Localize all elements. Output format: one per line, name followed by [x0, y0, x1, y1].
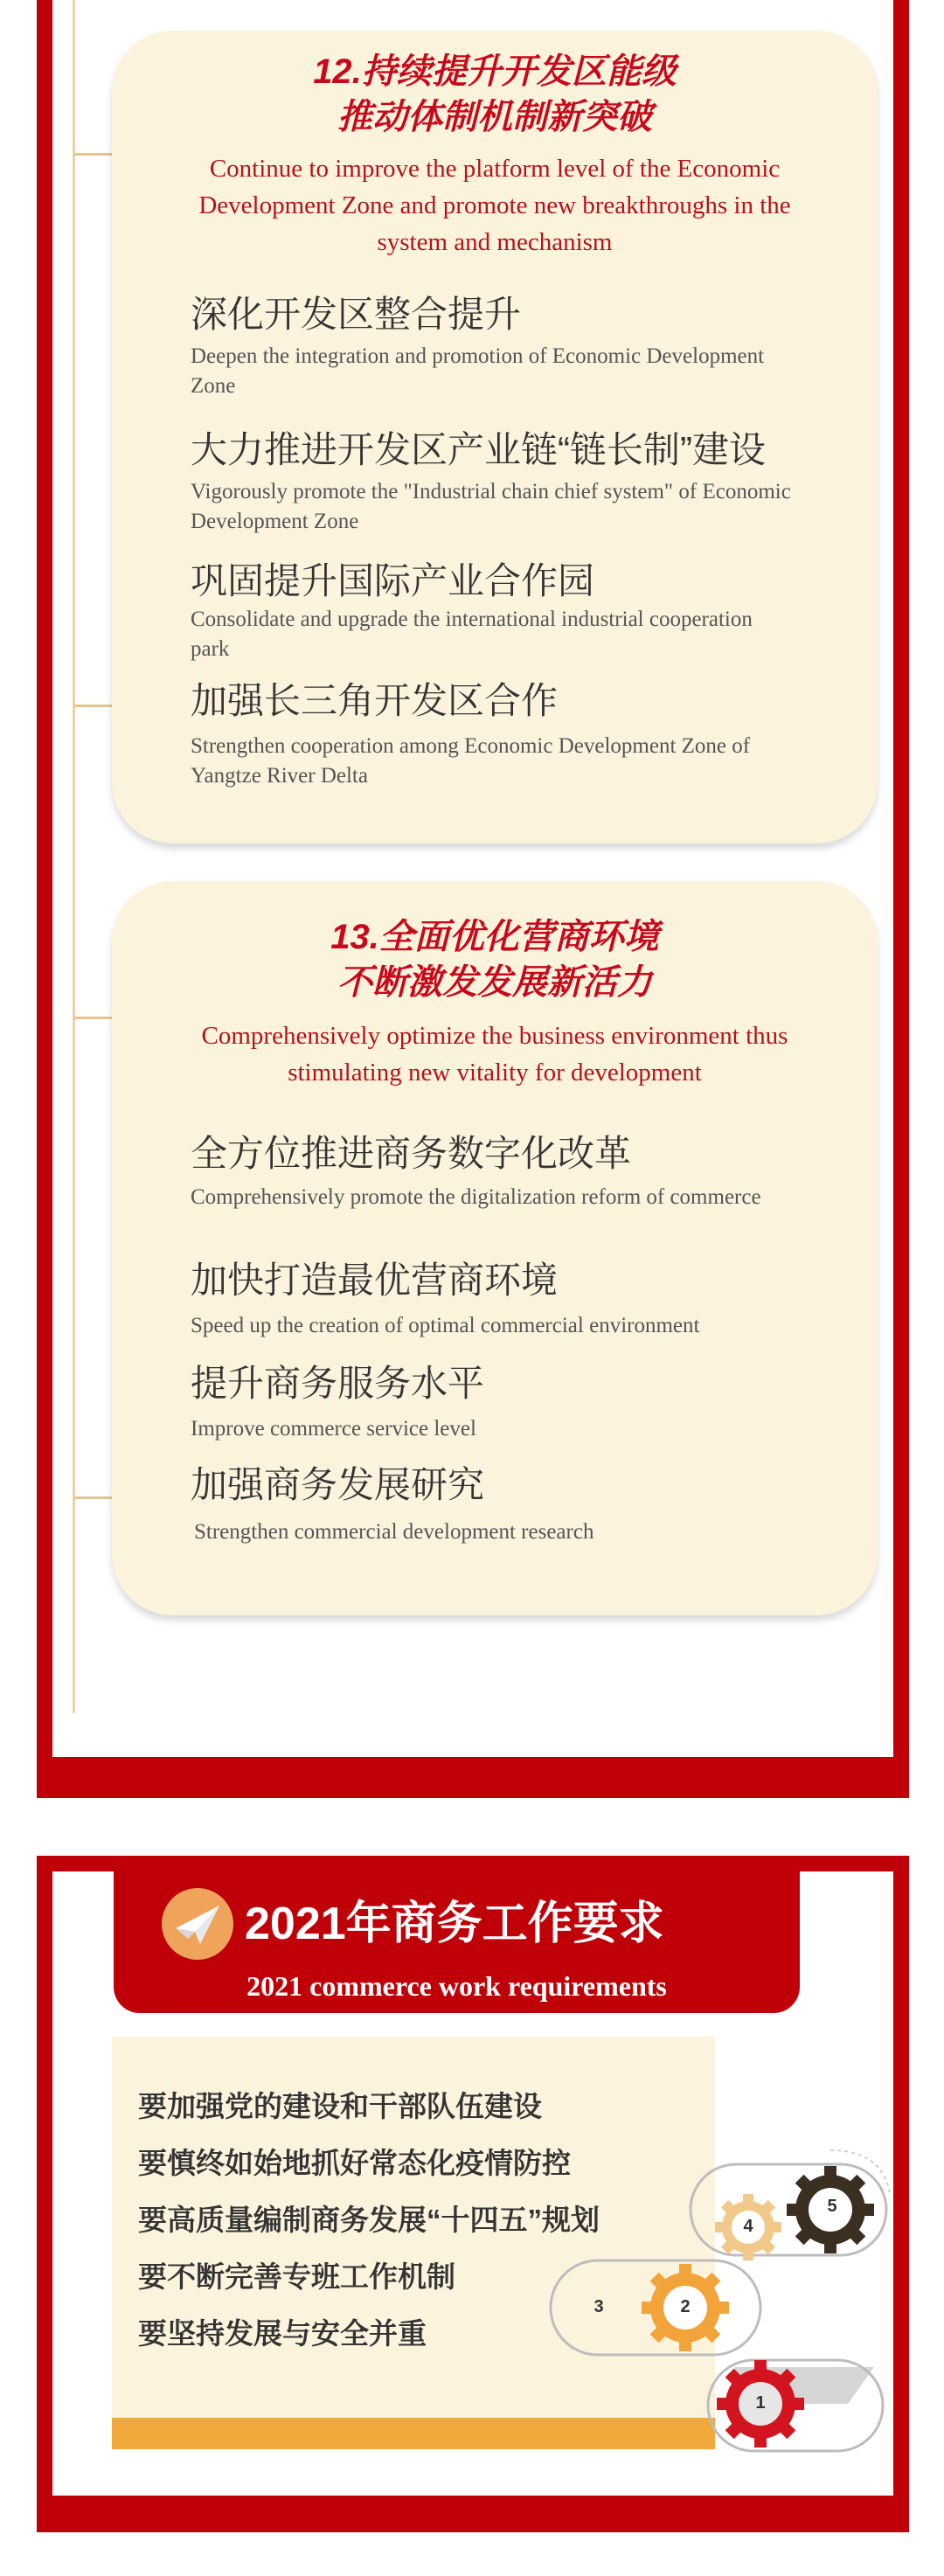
item-title-cn: 巩固提升国际产业合作园 [191, 560, 595, 601]
section-12-title-line2: 推动体制机制新突破 [337, 98, 652, 136]
req-title-cn: 2021年商务工作要求 [245, 1899, 664, 1949]
item-title-cn: 加强商务发展研究 [191, 1464, 485, 1505]
item-title-cn: 加强长三角开发区合作 [191, 680, 559, 721]
item-title-en: Deepen the integration and promotion of Economic Development Zone [191, 344, 765, 398]
req-item: 要不断完善专班工作机制 [138, 2260, 455, 2293]
item-title-en: Vigorously promote the "Industrial chain chief system" of Economic Development Zone [191, 480, 791, 533]
section-12-item [191, 679, 872, 791]
item-title-cn: 大力推进开发区产业链“链长制”建设 [191, 429, 766, 470]
req-item: 要高质量编制商务发展“十四五”规划 [138, 2204, 600, 2236]
gear-4-label: 4 [743, 2217, 753, 2236]
req-item: 要慎终如始地抓好常态化疫情防控 [138, 2147, 571, 2179]
req-title-en: 2021 commerce work requirements [246, 1970, 667, 2002]
section-12-title-line1: 12.持续提升开发区能级 [313, 52, 677, 91]
gear-3-label: 3 [593, 2297, 604, 2316]
item-title-cn: 深化开发区整合提升 [191, 294, 522, 335]
item-title-en: Consolidate and upgrade the international industrial cooperation park [191, 608, 753, 661]
frame-bottom-border [37, 1757, 909, 1798]
item-title-en: Comprehensively promote the digitalization reform of commerce [191, 1185, 761, 1209]
req-frame-bottom [37, 2496, 909, 2532]
section-13-title-line1: 13.全面优化营商环境 [330, 918, 659, 956]
item-title-cn: 全方位推进商务数字化改革 [191, 1133, 632, 1174]
req-frame-top [37, 1856, 909, 1871]
section-13-item [191, 1362, 872, 1444]
section-13-item [191, 1132, 872, 1212]
section-12-title [112, 49, 878, 140]
frame-right-border [893, 0, 909, 1798]
gear-5-label: 5 [827, 2197, 837, 2216]
section-13-item [191, 1463, 872, 1547]
item-title-en: Speed up the creation of optimal commercial environment [191, 1314, 700, 1337]
item-title-en: Strengthen commercial development research [194, 1520, 594, 1544]
section-12-item [191, 559, 872, 664]
section-13-item [191, 1259, 872, 1341]
item-title-cn: 加快打造最优营商环境 [191, 1260, 559, 1301]
gear-1-label: 1 [755, 2393, 766, 2413]
req-frame-left [37, 1856, 52, 2532]
section-13-title-line2: 不断激发发展新活力 [337, 963, 652, 1002]
item-title-en: Improve commerce service level [191, 1417, 476, 1441]
paper-plane-icon [162, 1888, 233, 1960]
gear-2-label: 2 [680, 2297, 691, 2316]
section-13-title [112, 914, 878, 1005]
timeline-line [73, 0, 75, 1713]
section-12-item [191, 293, 872, 401]
item-title-cn: 提升商务服务水平 [191, 1363, 485, 1404]
section-12-item [191, 428, 890, 537]
req-item: 要加强党的建设和干部队伍建设 [138, 2090, 542, 2122]
req-frame-right [893, 1856, 909, 2532]
item-title-en: Strengthen cooperation among Economic Development Zone of Yangtze River Delta [191, 734, 751, 788]
frame-left-border [37, 0, 52, 1798]
section-12-subtitle: Continue to improve the platform level of the Economic Development Zone and promote new breakthroughs in the system and mechanism [198, 155, 791, 256]
req-item: 要坚持发展与安全并重 [138, 2317, 427, 2350]
section-13-subtitle: Comprehensively optimize the business environment thus stimulating new vitality for development [201, 1022, 788, 1087]
